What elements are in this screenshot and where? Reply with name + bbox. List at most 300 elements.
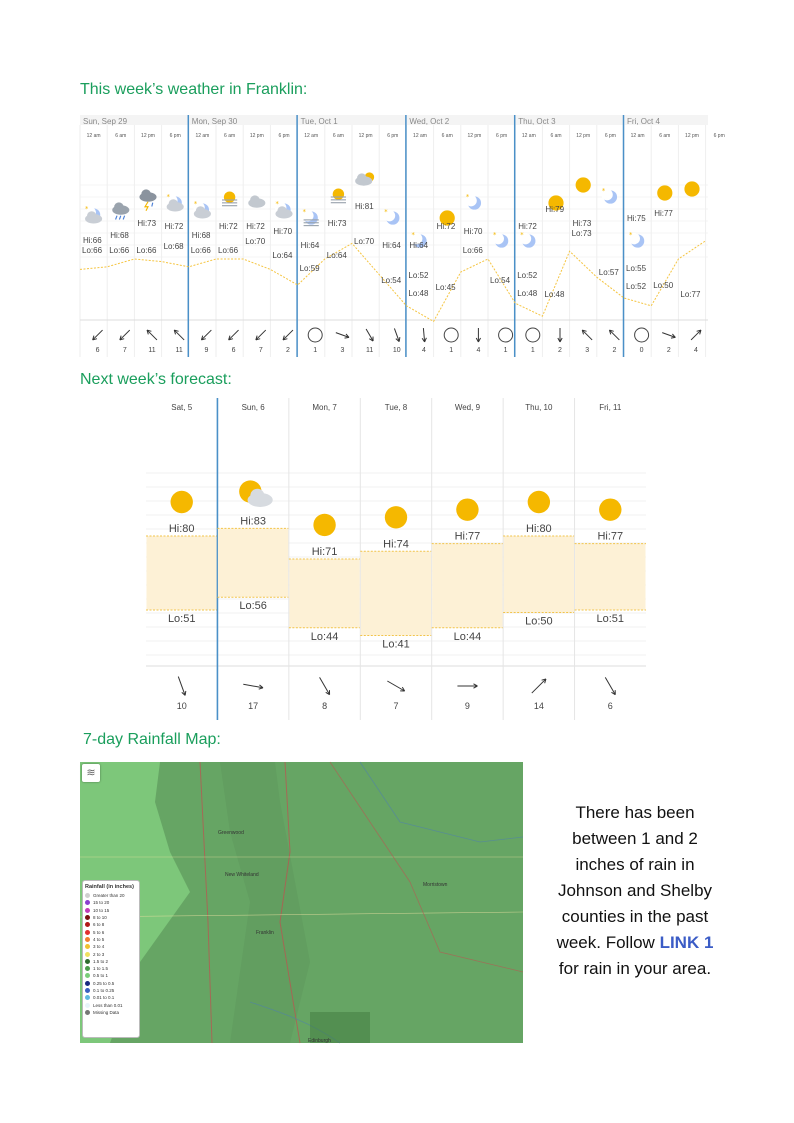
wind-arrow-icon xyxy=(387,681,404,691)
legend-row xyxy=(85,892,137,899)
next-week-title: Next week’s forecast: xyxy=(80,371,232,388)
map-place-label: Morristown xyxy=(423,882,448,888)
hour-label: 6 am xyxy=(332,133,344,139)
legend-row xyxy=(85,1001,137,1008)
legend-title: Rainfall (in inches) xyxy=(85,884,134,890)
wind-speed: 2 xyxy=(666,347,671,354)
wind-speed: 6 xyxy=(607,701,613,711)
high-temp-label: Hi:77 xyxy=(597,530,624,543)
legend-row xyxy=(85,936,137,943)
cloud-puff-icon xyxy=(357,173,367,183)
wind-group xyxy=(422,328,426,342)
cloud-puff-icon xyxy=(87,211,97,221)
wind-speed: 4 xyxy=(694,347,698,354)
day-label: Thu, 10 xyxy=(525,403,553,412)
high-temp-label: Hi:80 xyxy=(168,523,195,535)
day-label: Sun, Sep 29 xyxy=(83,117,128,126)
temp-range-bar xyxy=(504,536,574,613)
day-label: Thu, Oct 3 xyxy=(518,117,556,126)
high-temp-label: Hi:73 xyxy=(572,219,592,228)
legend-row xyxy=(85,899,137,906)
star-icon: * xyxy=(384,208,388,217)
legend-row xyxy=(85,928,137,935)
legend-swatch-icon xyxy=(85,1010,90,1015)
sun-icon xyxy=(599,498,621,520)
weather-icon-sun xyxy=(657,185,672,200)
legend-row xyxy=(85,950,137,957)
weather-icon-sun xyxy=(313,514,335,536)
low-temp-label: Lo:51 xyxy=(167,612,196,625)
wind-arrow-icon xyxy=(320,677,330,694)
low-temp-label: Lo:57 xyxy=(598,268,619,277)
wind-group xyxy=(178,677,186,696)
wind-group xyxy=(387,681,404,691)
wind-group xyxy=(320,677,330,694)
wind-speed: 9 xyxy=(464,701,470,711)
hour-label: 12 am xyxy=(521,133,536,139)
cloud-puff-icon xyxy=(169,199,179,209)
low-temp-label: Lo:50 xyxy=(653,281,674,290)
map-place-label: Franklin xyxy=(256,930,274,936)
wind-arrow-icon xyxy=(532,679,546,693)
day-label: Sat, 5 xyxy=(171,403,193,412)
link-1[interactable]: LINK 1 xyxy=(659,933,714,952)
wind-group xyxy=(93,330,103,340)
wind-speed: 1 xyxy=(530,347,535,354)
low-temp-label: Lo:66 xyxy=(136,246,157,255)
low-temp-label: Lo:50 xyxy=(525,615,553,628)
lightning-icon xyxy=(145,202,148,211)
legend-swatch-icon xyxy=(85,922,90,927)
low-temp-label: Lo:66 xyxy=(190,246,211,255)
wind-group xyxy=(256,330,266,340)
weather-icon-thunder-rain xyxy=(139,189,156,210)
hour-label: 12 pm xyxy=(249,133,264,139)
star-icon: * xyxy=(465,193,470,202)
weather-icon-partly-cloudy-night xyxy=(166,193,184,211)
temp-range-bar xyxy=(218,528,288,597)
legend-label: 10 to 15 xyxy=(93,907,110,913)
hour-label: 12 pm xyxy=(467,133,482,139)
high-temp-label: Hi:64 xyxy=(382,241,401,250)
hourly-forecast-chart xyxy=(80,115,725,357)
wind-arrow-icon xyxy=(691,330,701,340)
high-temp-label: Hi:68 xyxy=(110,231,129,240)
high-temp-label: Hi:64 xyxy=(409,241,429,250)
hour-label: 12 pm xyxy=(576,133,591,139)
wind-group xyxy=(691,330,701,340)
legend-row xyxy=(85,980,137,987)
low-temp-label: Lo:44 xyxy=(453,630,482,643)
weather-icon-sun-cloud xyxy=(239,480,273,507)
legend-row xyxy=(85,958,137,965)
star-icon: * xyxy=(166,193,170,202)
weekly-forecast-chart xyxy=(146,398,646,720)
low-temp-label: Lo:73 xyxy=(571,229,592,238)
rain-drop-icon xyxy=(119,216,120,220)
star-icon: * xyxy=(601,187,606,196)
high-temp-label: Hi:77 xyxy=(454,530,481,543)
weather-icon-partly-cloudy-night xyxy=(193,200,211,218)
legend-label: 0.25 to 0.5 xyxy=(93,980,115,986)
legend-row xyxy=(85,943,137,950)
legend-label: Less than 0.01 xyxy=(93,1002,123,1008)
wind-arrow-icon xyxy=(147,330,157,340)
weather-icon-sun xyxy=(385,506,407,528)
wind-speed: 2 xyxy=(558,347,562,354)
low-temp-label: Lo:48 xyxy=(408,289,429,298)
cloud-puff-icon xyxy=(196,206,206,216)
rain-map-title: 7-day Rainfall Map: xyxy=(83,731,221,748)
sun-icon xyxy=(385,506,407,528)
star-icon: * xyxy=(629,231,633,240)
wind-group xyxy=(174,330,184,340)
cloud-puff-icon xyxy=(250,489,264,503)
rainfall-note xyxy=(546,800,724,982)
legend-row xyxy=(85,972,137,979)
low-temp-label: Lo:51 xyxy=(596,612,625,625)
hour-label: 12 pm xyxy=(358,133,373,139)
legend-swatch-icon xyxy=(85,930,90,935)
low-temp-label: Lo:55 xyxy=(626,264,647,273)
legend-label: 8 to 10 xyxy=(93,915,107,921)
star-icon: * xyxy=(302,208,306,217)
calm-wind-icon xyxy=(499,328,513,342)
wind-group xyxy=(609,330,619,340)
legend-swatch-icon xyxy=(85,995,90,1000)
sun-icon xyxy=(576,177,591,192)
weather-icon-fog-night xyxy=(302,208,319,225)
wind-speed: 7 xyxy=(393,701,399,711)
legend-swatch-icon xyxy=(85,973,90,978)
calm-wind-icon xyxy=(635,328,649,342)
high-temp-label: Hi:64 xyxy=(300,241,320,250)
high-temp-label: Hi:79 xyxy=(545,205,565,214)
sun-icon xyxy=(684,181,699,196)
day-label: Sun, 6 xyxy=(241,403,265,412)
wind-group xyxy=(582,330,592,340)
wind-arrow-icon xyxy=(174,330,184,340)
rain-drop-icon xyxy=(152,203,153,207)
wind-group xyxy=(476,328,480,342)
calm-wind-icon xyxy=(444,328,458,342)
wind-group xyxy=(229,330,239,340)
wind-speed: 8 xyxy=(322,701,328,711)
low-temp-label: Lo:52 xyxy=(517,271,538,280)
sun-icon xyxy=(657,185,672,200)
map-place-label: Edinburgh xyxy=(308,1038,331,1044)
high-temp-label: Hi:73 xyxy=(137,219,157,228)
high-temp-label: Hi:68 xyxy=(191,231,211,240)
star-icon: * xyxy=(193,200,198,209)
legend-label: 3 to 4 xyxy=(93,944,105,950)
wind-speed: 10 xyxy=(176,701,187,711)
wind-speed: 3 xyxy=(585,347,590,354)
legend-swatch-icon xyxy=(85,981,90,986)
sun-icon xyxy=(456,498,478,520)
wind-speed: 14 xyxy=(533,701,544,711)
day-label: Wed, Oct 2 xyxy=(409,117,450,126)
wind-arrow-icon xyxy=(93,330,103,340)
low-temp-label: Lo:41 xyxy=(382,638,410,651)
note-text-end: for rain in your area. xyxy=(558,959,712,978)
legend-swatch-icon xyxy=(85,966,90,971)
weather-icon-sun xyxy=(576,177,591,192)
low-temp-label: Lo:66 xyxy=(462,246,483,255)
weather-icon-rain xyxy=(112,202,129,219)
hour-label: 12 pm xyxy=(141,133,155,139)
low-temp-label: Lo:70 xyxy=(354,237,375,246)
temp-range-bar xyxy=(361,551,431,635)
wind-arrow-icon xyxy=(609,330,619,340)
hour-label: 6 pm xyxy=(278,133,290,139)
low-temp-label: Lo:44 xyxy=(310,630,339,643)
wind-group xyxy=(201,330,211,340)
star-icon: * xyxy=(520,231,524,240)
wind-speed: 4 xyxy=(476,347,481,354)
note-text: There has been between 1 and 2 inches of rain in Johnson and Shelby counties in the past week. Follow xyxy=(556,803,713,952)
low-temp-label: Lo:48 xyxy=(544,290,565,299)
wind-group xyxy=(283,330,293,340)
wind-speed: 1 xyxy=(503,347,508,354)
legend-label: 4 to 5 xyxy=(93,936,105,942)
low-temp-label: Lo:52 xyxy=(626,282,647,291)
wind-speed: 1 xyxy=(313,347,318,354)
star-icon: * xyxy=(275,200,279,209)
legend-row xyxy=(85,921,137,928)
legend-label: 1.5 to 2 xyxy=(93,958,109,964)
wind-arrow-icon xyxy=(201,330,211,340)
wind-arrow-icon xyxy=(256,330,266,340)
cloud-puff-icon xyxy=(250,195,260,205)
sun-icon xyxy=(528,491,550,513)
hour-label: 6 pm xyxy=(496,133,508,139)
low-temp-label: Lo:77 xyxy=(680,290,701,299)
hour-label: 12 am xyxy=(630,133,645,139)
wind-speed: 11 xyxy=(148,347,156,354)
legend-label: 2 to 3 xyxy=(93,951,105,957)
high-temp-label: Hi:75 xyxy=(627,214,646,223)
wind-group xyxy=(120,330,130,340)
wind-group xyxy=(635,328,649,342)
wind-speed: 7 xyxy=(122,347,127,354)
hour-label: 6 am xyxy=(115,133,127,139)
high-temp-label: Hi:66 xyxy=(83,236,102,245)
hour-label: 6 pm xyxy=(604,133,616,139)
high-temp-label: Hi:77 xyxy=(654,209,673,218)
sun-icon xyxy=(333,188,344,199)
wind-speed: 2 xyxy=(612,347,617,354)
wind-speed: 2 xyxy=(286,347,290,354)
hour-label: 6 am xyxy=(224,133,236,139)
sun-icon xyxy=(313,514,335,536)
wind-group xyxy=(444,328,458,342)
legend-label: 6 to 8 xyxy=(93,922,105,928)
cloud-puff-icon xyxy=(141,189,151,199)
low-temp-label: Lo:54 xyxy=(381,276,402,285)
hour-label: 12 am xyxy=(413,133,427,139)
wind-group xyxy=(308,328,322,342)
high-temp-label: Hi:72 xyxy=(518,222,537,231)
wind-speed: 7 xyxy=(258,347,263,354)
wind-group xyxy=(336,333,349,338)
legend-label: 5 to 6 xyxy=(93,929,105,935)
star-icon: * xyxy=(85,205,89,214)
weather-icon-sun xyxy=(684,181,699,196)
rain-drop-icon xyxy=(116,216,117,220)
high-temp-label: Hi:73 xyxy=(327,219,347,228)
high-temp-label: Hi:80 xyxy=(526,523,552,535)
sun-icon xyxy=(224,191,235,202)
legend-label: Missing Data xyxy=(93,1009,120,1015)
high-temp-label: Hi:70 xyxy=(463,227,483,236)
low-temp-label: Lo:70 xyxy=(245,237,266,246)
hour-label: 6 pm xyxy=(169,133,181,139)
high-temp-label: Hi:70 xyxy=(273,227,293,236)
rain-drop-icon xyxy=(123,216,124,220)
wind-speed: 4 xyxy=(422,347,426,354)
map-place-label: New Whiteland xyxy=(225,872,259,878)
hour-label: 6 am xyxy=(659,133,671,139)
map-legend xyxy=(82,880,140,1038)
weather-icon-partly-cloudy-night xyxy=(85,205,103,223)
weather-icon-sun xyxy=(171,491,193,513)
wind-arrow-icon xyxy=(605,677,615,694)
calm-wind-icon xyxy=(308,328,322,342)
hourly-header-bg xyxy=(80,115,708,125)
wind-group xyxy=(366,329,373,341)
weather-icon-partly-cloudy-night xyxy=(275,200,293,218)
low-temp-label: Lo:56 xyxy=(239,600,267,613)
low-temp-label: Lo:64 xyxy=(326,251,347,260)
hour-label: 6 pm xyxy=(387,133,399,139)
wind-group xyxy=(532,679,546,693)
low-temp-label: Lo:66 xyxy=(109,246,130,255)
wind-group xyxy=(457,684,477,688)
high-temp-label: Hi:83 xyxy=(240,515,266,528)
legend-swatch-icon xyxy=(85,952,90,957)
weather-icon-clear-night xyxy=(384,208,400,224)
wind-speed: 10 xyxy=(392,347,401,354)
legend-swatch-icon xyxy=(85,915,90,920)
wind-arrow-icon xyxy=(120,330,130,340)
legend-row xyxy=(85,1009,137,1016)
sun-icon xyxy=(171,491,193,513)
weather-icon-fog-sun xyxy=(331,188,346,202)
temp-range-bar xyxy=(289,559,359,628)
legend-label: Greater than 20 xyxy=(93,893,125,899)
cloud-puff-icon xyxy=(277,206,287,216)
calm-wind-icon xyxy=(526,328,540,342)
wind-group xyxy=(662,333,675,338)
legend-swatch-icon xyxy=(85,908,90,913)
weather-icon-fog-sun xyxy=(222,191,237,205)
wind-speed: 11 xyxy=(365,347,374,354)
legend-row xyxy=(85,965,137,972)
wind-arrow-icon xyxy=(283,330,293,340)
hour-label: 12 pm xyxy=(685,133,699,139)
low-temp-label: Lo:66 xyxy=(218,246,239,255)
day-label: Tue, 8 xyxy=(384,403,408,412)
legend-label: 0.01 to 0.1 xyxy=(93,995,115,1001)
high-temp-label: Hi:72 xyxy=(219,222,238,231)
wind-group xyxy=(499,328,513,342)
wind-speed: 6 xyxy=(231,347,236,354)
wind-speed: 0 xyxy=(639,347,644,354)
hour-label: 6 am xyxy=(550,133,562,139)
legend-swatch-icon xyxy=(85,1003,90,1008)
day-label: Mon, 7 xyxy=(312,403,337,412)
map-terrain xyxy=(80,762,523,1043)
star-icon: * xyxy=(411,231,415,240)
legend-swatch-icon xyxy=(85,900,90,905)
hour-label: 6 pm xyxy=(713,133,725,139)
legend-row xyxy=(85,914,137,921)
low-temp-label: Lo:54 xyxy=(490,276,511,285)
wind-arrow-icon xyxy=(582,330,592,340)
temp-range-bar xyxy=(575,544,645,610)
wind-group xyxy=(605,677,615,694)
weather-icon-cloudy-sun xyxy=(355,172,374,185)
day-label: Wed, 9 xyxy=(454,403,481,412)
wind-speed: 17 xyxy=(248,701,259,711)
high-temp-label: Hi:72 xyxy=(164,222,184,231)
legend-swatch-icon xyxy=(85,959,90,964)
day-label: Tue, Oct 1 xyxy=(300,117,338,126)
wind-group xyxy=(526,328,540,342)
weather-icon-sun xyxy=(528,491,550,513)
low-temp-label: Lo:52 xyxy=(408,271,429,280)
day-label: Mon, Sep 30 xyxy=(191,117,238,126)
low-temp-label: Lo:59 xyxy=(299,264,320,273)
wind-speed: 1 xyxy=(449,347,454,354)
wind-speed: 9 xyxy=(204,347,209,354)
day-label: Fri, 11 xyxy=(599,403,622,412)
temp-range-bar xyxy=(432,544,502,628)
legend-label: 0.5 to 1 xyxy=(93,973,109,979)
legend-swatch-icon xyxy=(85,988,90,993)
this-week-title: This week’s weather in Franklin: xyxy=(80,81,308,98)
wind-group xyxy=(558,328,562,342)
wind-speed: 6 xyxy=(95,347,100,354)
high-temp-label: Hi:72 xyxy=(436,222,456,231)
legend-swatch-icon xyxy=(85,937,90,942)
map-place-label: Greenwood xyxy=(218,830,244,836)
legend-row xyxy=(85,994,137,1001)
legend-label: 1 to 1.5 xyxy=(93,966,109,972)
wind-arrow-icon xyxy=(229,330,239,340)
legend-row xyxy=(85,907,137,914)
high-temp-label: Hi:71 xyxy=(311,545,338,558)
layers-icon[interactable]: ≋ xyxy=(82,764,100,782)
low-temp-label: Lo:64 xyxy=(272,251,293,260)
day-label: Fri, Oct 4 xyxy=(627,117,660,126)
weather-icon-clear-night xyxy=(465,193,481,209)
low-temp-label: Lo:48 xyxy=(517,289,538,298)
wind-group xyxy=(394,328,399,341)
hour-label: 12 am xyxy=(304,133,319,139)
rainfall-map[interactable] xyxy=(80,762,523,1043)
star-icon: * xyxy=(493,231,497,240)
hour-label: 12 am xyxy=(86,133,101,139)
high-temp-label: Hi:74 xyxy=(383,538,409,551)
legend-swatch-icon xyxy=(85,893,90,898)
legend-swatch-icon xyxy=(85,944,90,949)
weather-icon-sun xyxy=(599,498,621,520)
weather-icon-clear-night xyxy=(601,187,617,203)
legend-row xyxy=(85,987,137,994)
low-temp-label: Lo:68 xyxy=(163,242,184,251)
